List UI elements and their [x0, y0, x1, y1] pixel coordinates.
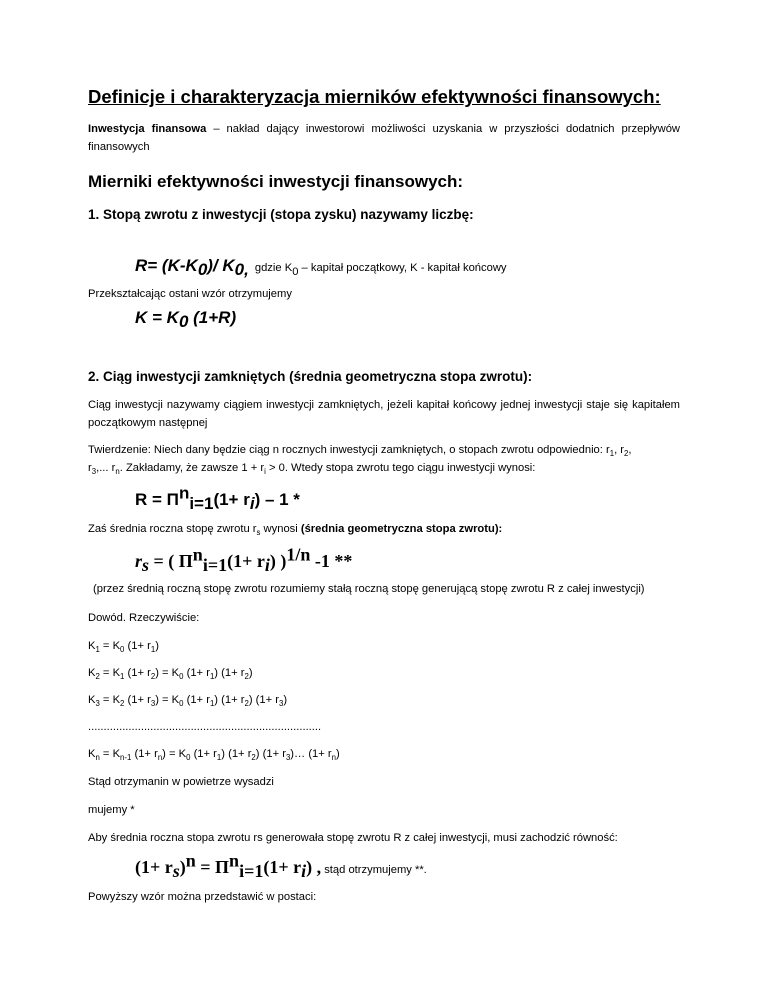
last-line: Powyższy wzór można przedstawić w postaci:	[88, 891, 317, 903]
kn-line: $K_n = K_{n-1}$ $(1+ r_n) = K_0$ $(1+ r_1)$ $(1+ r_2)$ $(1+ r_3)\dots$ $(1+ r_n)$	[88, 748, 340, 763]
definition-text: – nakład dający inwestorowi możliwości uzyskania w przyszłości dodatnich przepływów finansowych	[88, 123, 680, 153]
formula-product: $R = \Pi^n_{i=1}(1+ r_i) - 1$ *	[135, 483, 300, 514]
definition	[88, 120, 680, 156]
s2-heading: 2. Ciąg inwestycji zamkniętych (średnia geometryczna stopa zwrotu):	[88, 369, 533, 384]
mean-text: Zaś średnia roczna stopę zwrotu $r_s$ wynosi (średnia geometryczna stopa zwrotu):	[88, 523, 503, 538]
dots-line: ...........................................................................	[88, 721, 322, 733]
page-title: Definicje i charakteryzacja mierników efektywności finansowych:	[88, 86, 661, 107]
definition-term: Inwestycja finansowa	[88, 123, 207, 135]
transform-text: Przekształcając ostani wzór otrzymujemy	[88, 288, 292, 300]
conclusion-1: Stąd otrzymanin w powietrze wysadzi	[88, 776, 274, 788]
k1-line: $K_1 = K_0$ $(1+ r_1)$	[88, 640, 159, 655]
k3-line: $K_3 = K_2$ $(1+ r_3) = K_0$ $(1+ r_1)$ $(1+ r_2)$ $(1+ r_3)$	[88, 694, 288, 709]
theorem: Twierdzenie: Niech dany będzie ciąg n rocznych inwestycji zamkniętych, o stopach zwrotu odpowiednio: $r_1$, $r_2$, $r_3$,... $r_n$. Zakładamy, że zawsze $1 + r_i > 0$. Wtedy stopa zwrotu tego ciągu inwestycji wynosi:	[88, 444, 632, 477]
formula-k: $K = K_0$ (1+R)	[135, 308, 237, 332]
formula-equality: $(1+ r_s)^n = \Pi^n_{i=1}(1+ r_i)$ , stąd otrzymujemy **.	[135, 850, 427, 882]
s2-para1: Ciąg inwestycji nazywamy ciągiem inwestycji zamkniętych, jeżeli kapitał końcowy jednej inwestycji staje się kapitałem początkowym następnej	[88, 399, 680, 429]
mean-note: (przez średnią roczną stopę zwrotu rozumiemy stałą roczną stopę generującą stopę zwrotu R z całej inwestycji)	[93, 583, 645, 595]
conclusion-2: mujemy *	[88, 804, 135, 816]
s1-heading: 1. Stopą zwrotu z inwestycji (stopa zysku) nazywamy liczbę:	[88, 207, 474, 222]
section-heading: Mierniki efektywności inwestycji finansowych:	[88, 172, 464, 191]
proof-label: Dowód. Rzeczywiście:	[88, 612, 200, 624]
condition-text: Aby średnia roczna stopa zwrotu rs generowała stopę zwrotu R z całej inwestycji, musi zachodzić równość:	[88, 832, 618, 844]
formula-mean: $r_s$ = ( $\Pi^n_{i=1}(1+ r_i)$ )$^{1/n}$ -1 **	[135, 544, 353, 576]
k2-line: $K_2 = K_1$ $(1+ r_2) = K_0$ $(1+ r_1)$ $(1+ r_2)$	[88, 667, 253, 682]
formula-r: $R= (K-K_0)/$ $K_{0,}$ gdzie $K_0$ – kapitał początkowy, K - kapitał końcowy	[135, 256, 507, 280]
